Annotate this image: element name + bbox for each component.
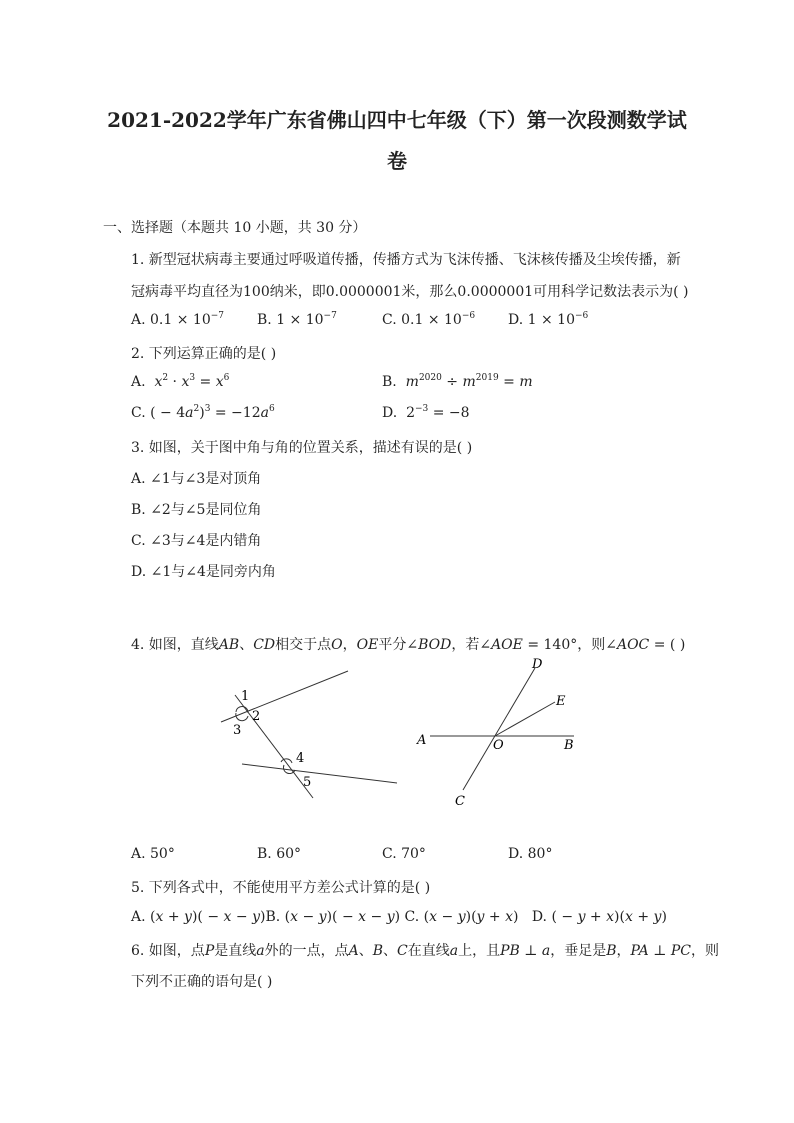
q3-stem: 3. 如图，关于图中角与角的位置关系，描述有误的是( ) — [131, 440, 473, 456]
q5-stem: 5. 下列各式中，不能使用平方差公式计算的是( ) — [131, 880, 431, 896]
angle-label-1: 1 — [241, 689, 250, 704]
q5-options[interactable]: A. (x + y)( − x − y)B. (x − y)( − x − y) C. (x − y)(y + x) D. ( − y + x)(x + y) — [131, 909, 667, 925]
page-title: 2021-2022学年广东省佛山四中七年级（下）第一次段测数学试 — [107, 108, 687, 132]
q1-option-c[interactable]: C. $0.1 \times 10^{-6}$ — [382, 311, 476, 328]
q3-option-b[interactable]: B. ∠2与∠5是同位角 — [131, 502, 262, 518]
q2-option-b[interactable]: B. $m^{2020} \div m^{2019} = m$ — [382, 373, 533, 390]
q2-option-c[interactable]: C. ( − $4a^2)^3 = -12a^6$ — [131, 404, 275, 421]
section-heading: 一、选择题（本题共 10 小题，共 30 分） — [103, 220, 367, 236]
point-label-a: A — [417, 733, 427, 748]
q4-stem: 4. 如图，直线AB、CD相交于点O，OE平分∠BOD，若∠AOE = 140°，则∠AOC = ( ) — [131, 637, 686, 653]
page-title-line2: 卷 — [387, 149, 407, 173]
q2-option-a[interactable]: A. $x^2 \cdot x^3 = x^6$ — [131, 373, 230, 390]
q4-option-d[interactable]: D. 80° — [508, 846, 553, 862]
angle-label-2: 2 — [252, 709, 261, 724]
q1-line2: 冠病毒平均直径为100纳米，即0.0000001米，那么0.0000001可用科学记数法表示为( ) — [131, 284, 689, 300]
q4-option-b[interactable]: B. 60° — [257, 846, 302, 862]
figure-angles — [210, 660, 410, 810]
point-label-b: B — [564, 738, 574, 753]
q3-option-c[interactable]: C. ∠3与∠4是内错角 — [131, 533, 262, 549]
q2-option-d[interactable]: D. $2^{-3} = -8$ — [382, 404, 470, 421]
angle-label-5: 5 — [303, 775, 312, 790]
point-label-d: D — [532, 657, 543, 672]
q6-line2: 下列不正确的语句是( ) — [131, 974, 273, 990]
q6-line1: 6. 如图，点P是直线a外的一点，点A、B、C在直线a上，且PB ⊥ a，垂足是B，PA ⊥ PC，则 — [131, 943, 720, 959]
q1-line1: 1. 新型冠状病毒主要通过呼吸道传播，传播方式为飞沫传播、飞沫核传播及尘埃传播，新 — [131, 252, 681, 268]
figure-lines-ab-cd — [410, 652, 590, 812]
point-label-c: C — [455, 794, 465, 809]
q2-stem: 2. 下列运算正确的是( ) — [131, 346, 277, 362]
q4-option-c[interactable]: C. 70° — [382, 846, 426, 862]
angle-label-4: 4 — [296, 751, 305, 766]
q1-option-a[interactable]: A. $0.1 \times 10^{-7}$ — [131, 311, 225, 328]
q4-option-a[interactable]: A. 50° — [131, 846, 175, 862]
q3-option-d[interactable]: D. ∠1与∠4是同旁内角 — [131, 564, 276, 580]
q1-option-b[interactable]: B. $1 \times 10^{-7}$ — [257, 311, 337, 328]
angle-label-3: 3 — [233, 723, 242, 738]
point-label-o: O — [493, 738, 504, 753]
point-label-e: E — [556, 694, 566, 709]
q3-option-a[interactable]: A. ∠1与∠3是对顶角 — [131, 471, 262, 487]
q1-option-d[interactable]: D. $1 \times 10^{-6}$ — [508, 311, 589, 328]
